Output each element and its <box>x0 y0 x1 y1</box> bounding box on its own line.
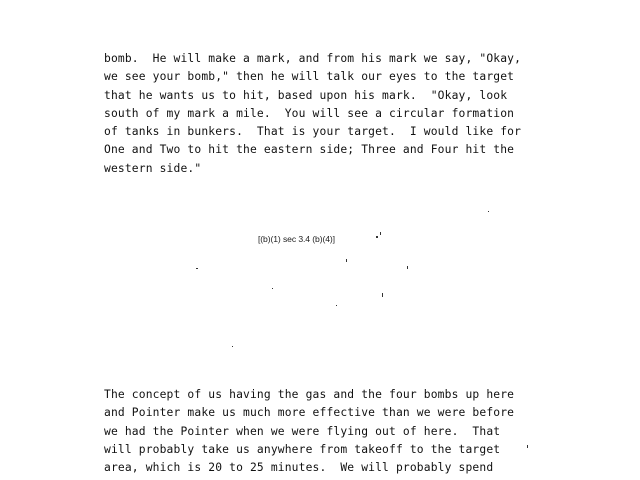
scan-speck <box>196 268 198 269</box>
text-line: of tanks in bunkers. That is your target. I would like for <box>104 125 522 139</box>
paragraph-transcript-2 <box>104 386 634 477</box>
scan-speck <box>346 259 347 262</box>
text-line: we had the Pointer when we were flying out of here. That <box>104 424 501 438</box>
text-line: bomb. He will make a mark, and from his mark we say, "Okay, <box>104 52 522 65</box>
text-line: south of my mark a mile. You will see a circular formation <box>104 106 515 120</box>
text-line: The concept of us having the gas and the four bombs up here <box>104 388 515 401</box>
scan-speck <box>272 288 273 289</box>
redaction-label: [(b)(1) sec 3.4 (b)(4)] <box>258 234 335 244</box>
text-line: and Pointer make us much more effective than we were before <box>104 406 515 420</box>
scan-speck <box>336 305 337 306</box>
scan-speck <box>380 232 381 235</box>
scan-speck <box>232 346 233 347</box>
text-line: that he wants us to hit, based upon his mark. "Okay, look <box>104 88 508 102</box>
text-line: area, which is 20 to 25 minutes. We will probably spend <box>104 461 494 475</box>
scan-speck <box>382 293 383 297</box>
scan-speck <box>488 211 489 212</box>
text-line: One and Two to hit the eastern side; Three and Four hit the <box>104 143 515 157</box>
text-line: western side." <box>104 161 202 175</box>
paragraph-transcript-1 <box>104 50 634 178</box>
scan-speck <box>376 236 378 238</box>
scan-speck <box>407 266 408 269</box>
text-line: we see your bomb," then he will talk our eyes to the target <box>104 70 515 84</box>
text-line: will probably take us anywhere from takeoff to the target <box>104 442 501 456</box>
